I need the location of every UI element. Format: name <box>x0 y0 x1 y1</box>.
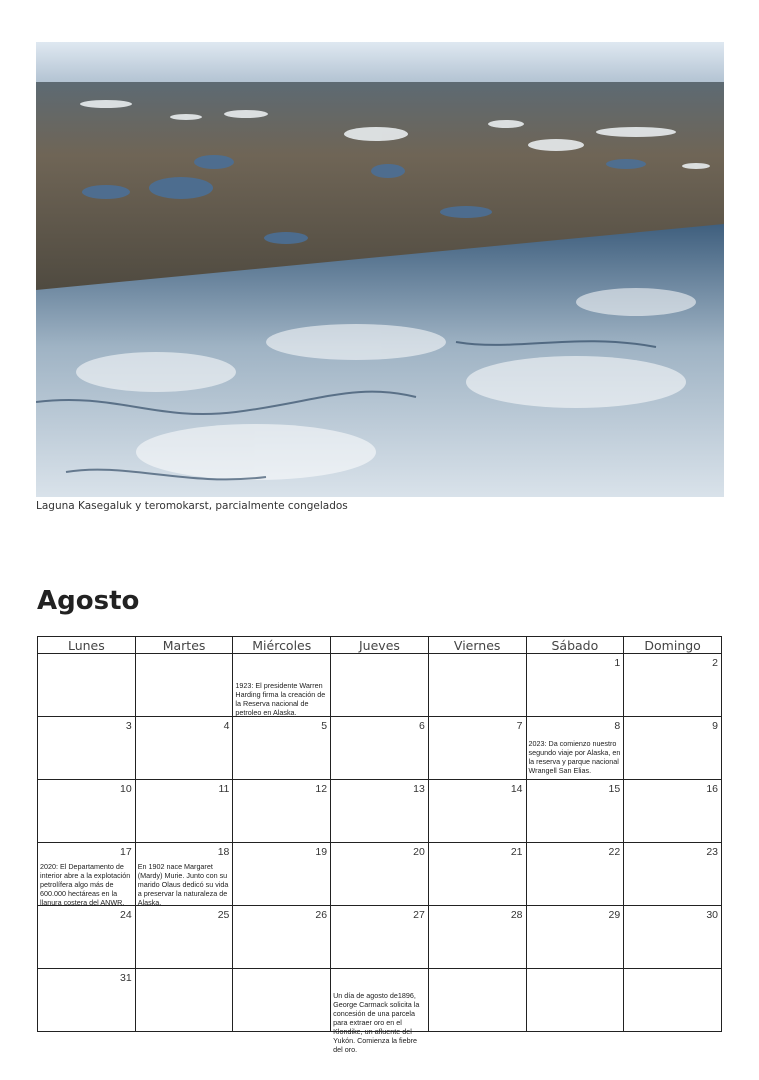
day-cell <box>428 654 526 717</box>
day-number: 22 <box>608 846 621 858</box>
day-note: 1923: El presidente Warren Harding firma la creación de la Reserva nacional de petroleo en Alaska. <box>235 681 326 717</box>
day-cell <box>135 969 233 1032</box>
weekday-header: Domingo <box>624 637 722 654</box>
day-number: 23 <box>706 846 718 858</box>
day-number: 15 <box>608 783 621 795</box>
day-cell <box>38 969 136 1032</box>
day-cell <box>526 717 624 780</box>
day-cell <box>428 906 526 969</box>
day-note: Un día de agosto de1896, George Carmack solicita la concesión de una parcela para extraer oro en el Klondike, un afluente del Yukón. Comienza la fiebre del oro. <box>333 991 420 1054</box>
day-cell <box>233 717 331 780</box>
day-number: 4 <box>223 720 230 732</box>
day-cell <box>135 906 233 969</box>
weekday-header: Lunes <box>38 637 136 654</box>
day-cell <box>624 717 722 780</box>
day-number: 8 <box>614 720 621 732</box>
day-cell <box>428 717 526 780</box>
calendar-week <box>38 969 722 1032</box>
day-cell <box>624 654 722 717</box>
day-number: 20 <box>413 846 425 858</box>
calendar-week <box>38 843 722 906</box>
day-number: 17 <box>120 846 132 858</box>
day-cell <box>428 843 526 906</box>
day-number: 19 <box>315 846 328 858</box>
day-cell <box>38 780 136 843</box>
aerial-tundra-illustration <box>36 42 724 497</box>
day-number: 30 <box>706 909 718 921</box>
day-number: 7 <box>516 720 523 732</box>
day-cell <box>428 780 526 843</box>
day-cell <box>624 969 722 1032</box>
day-note: 2020: El Departamento de interior abre a la explotación petrolífera algo más de 600.000 hectáreas en la llanura costera del ANWR. <box>40 862 131 907</box>
weekday-header: Viernes <box>428 637 526 654</box>
calendar-grid <box>37 636 722 1054</box>
day-cell <box>135 843 233 906</box>
day-cell <box>135 717 233 780</box>
day-note: 2023: Da comienzo nuestro segundo viaje por Alaska, en la reserva y parque nacional Wrangell San Elias. <box>528 739 621 775</box>
day-cell <box>233 843 331 906</box>
calendar-week <box>38 717 722 780</box>
day-cell <box>331 906 429 969</box>
day-number: 18 <box>217 846 230 858</box>
day-number: 10 <box>120 783 132 795</box>
day-number: 6 <box>418 720 425 732</box>
day-number: 25 <box>217 909 230 921</box>
day-cell <box>624 780 722 843</box>
day-cell <box>428 969 526 1032</box>
day-number: 14 <box>510 783 523 795</box>
day-number: 11 <box>218 783 230 795</box>
day-cell <box>526 906 624 969</box>
day-number: 29 <box>608 909 621 921</box>
day-number: 24 <box>120 909 132 921</box>
day-number: 31 <box>120 972 132 984</box>
landscape-photo <box>36 42 724 497</box>
calendar-week <box>38 654 722 717</box>
day-number: 16 <box>706 783 718 795</box>
weekday-header-row <box>38 637 722 654</box>
day-cell <box>135 780 233 843</box>
day-number: 21 <box>510 846 523 858</box>
day-number: 9 <box>712 720 718 732</box>
weekday-header: Miércoles <box>233 637 331 654</box>
day-cell <box>38 717 136 780</box>
day-cell <box>526 969 624 1032</box>
day-cell <box>331 780 429 843</box>
day-cell <box>38 654 136 717</box>
day-cell <box>331 717 429 780</box>
day-cell <box>233 654 331 717</box>
day-cell <box>233 906 331 969</box>
day-cell <box>331 654 429 717</box>
day-cell <box>526 780 624 843</box>
calendar-week <box>38 780 722 843</box>
day-cell <box>331 843 429 906</box>
month-title: Agosto <box>37 586 140 616</box>
day-cell <box>233 969 331 1032</box>
day-note: En 1902 nace Margaret (Mardy) Murie. Junto con su marido Olaus dedicó su vida a preservar la naturaleza de Alaska. <box>137 862 229 907</box>
day-cell <box>526 843 624 906</box>
calendar-week <box>38 906 722 969</box>
day-number: 28 <box>510 909 523 921</box>
day-cell <box>624 843 722 906</box>
day-cell <box>331 969 429 1054</box>
day-number: 1 <box>614 657 621 669</box>
weekday-header: Martes <box>135 637 233 654</box>
day-number: 3 <box>125 720 132 732</box>
day-number: 2 <box>712 657 718 669</box>
weekday-header: Jueves <box>331 637 429 654</box>
day-cell <box>233 780 331 843</box>
day-cell <box>38 843 136 906</box>
day-cell <box>38 906 136 969</box>
day-cell <box>526 654 624 717</box>
weekday-header: Sábado <box>526 637 624 654</box>
day-number: 26 <box>315 909 328 921</box>
photo-caption: Laguna Kasegaluk y teromokarst, parcialmente congelados <box>36 500 348 512</box>
day-number: 12 <box>315 783 328 795</box>
day-cell <box>624 906 722 969</box>
day-number: 5 <box>321 720 328 732</box>
day-cell <box>135 654 233 717</box>
day-number: 27 <box>413 909 425 921</box>
day-number: 13 <box>413 783 425 795</box>
